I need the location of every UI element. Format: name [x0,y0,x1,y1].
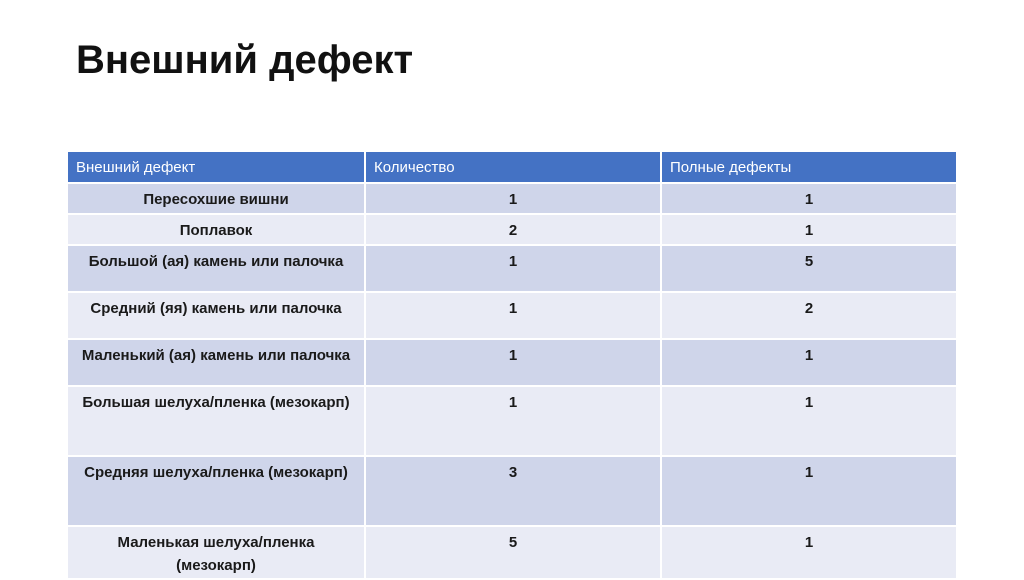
cell-full-defects: 1 [661,386,956,456]
cell-defect: Поплавок [68,214,365,245]
cell-full-defects: 1 [661,526,956,579]
cell-full-defects: 2 [661,292,956,339]
cell-defect: Большая шелуха/пленка (мезокарп) [68,386,365,456]
cell-quantity: 1 [365,339,661,386]
header-quantity: Количество [365,152,661,183]
cell-quantity: 3 [365,456,661,526]
table-row [68,526,956,579]
cell-quantity: 1 [365,386,661,456]
cell-full-defects: 1 [661,183,956,214]
cell-defect: Большой (ая) камень или палочка [68,245,365,292]
table-row [68,183,956,214]
header-full-defects: Полные дефекты [661,152,956,183]
cell-defect: Средняя шелуха/пленка (мезокарп) [68,456,365,526]
defects-table [68,152,956,580]
cell-defect: Средний (яя) камень или палочка [68,292,365,339]
cell-quantity: 1 [365,245,661,292]
table-row [68,456,956,526]
cell-quantity: 1 [365,292,661,339]
cell-quantity: 2 [365,214,661,245]
cell-quantity: 1 [365,183,661,214]
table-row [68,386,956,456]
table-row [68,339,956,386]
cell-full-defects: 5 [661,245,956,292]
cell-defect: Маленький (ая) камень или палочка [68,339,365,386]
slide-title: Внешний дефект [76,38,414,82]
cell-quantity: 5 [365,526,661,579]
cell-full-defects: 1 [661,214,956,245]
cell-full-defects: 1 [661,339,956,386]
cell-defect: Пересохшие вишни [68,183,365,214]
cell-defect: Маленькая шелуха/пленка (мезокарп) [68,526,365,579]
cell-full-defects: 1 [661,456,956,526]
table-header-row [68,152,956,183]
header-defect: Внешний дефект [68,152,365,183]
table-row [68,214,956,245]
table-row [68,245,956,292]
table-row [68,292,956,339]
